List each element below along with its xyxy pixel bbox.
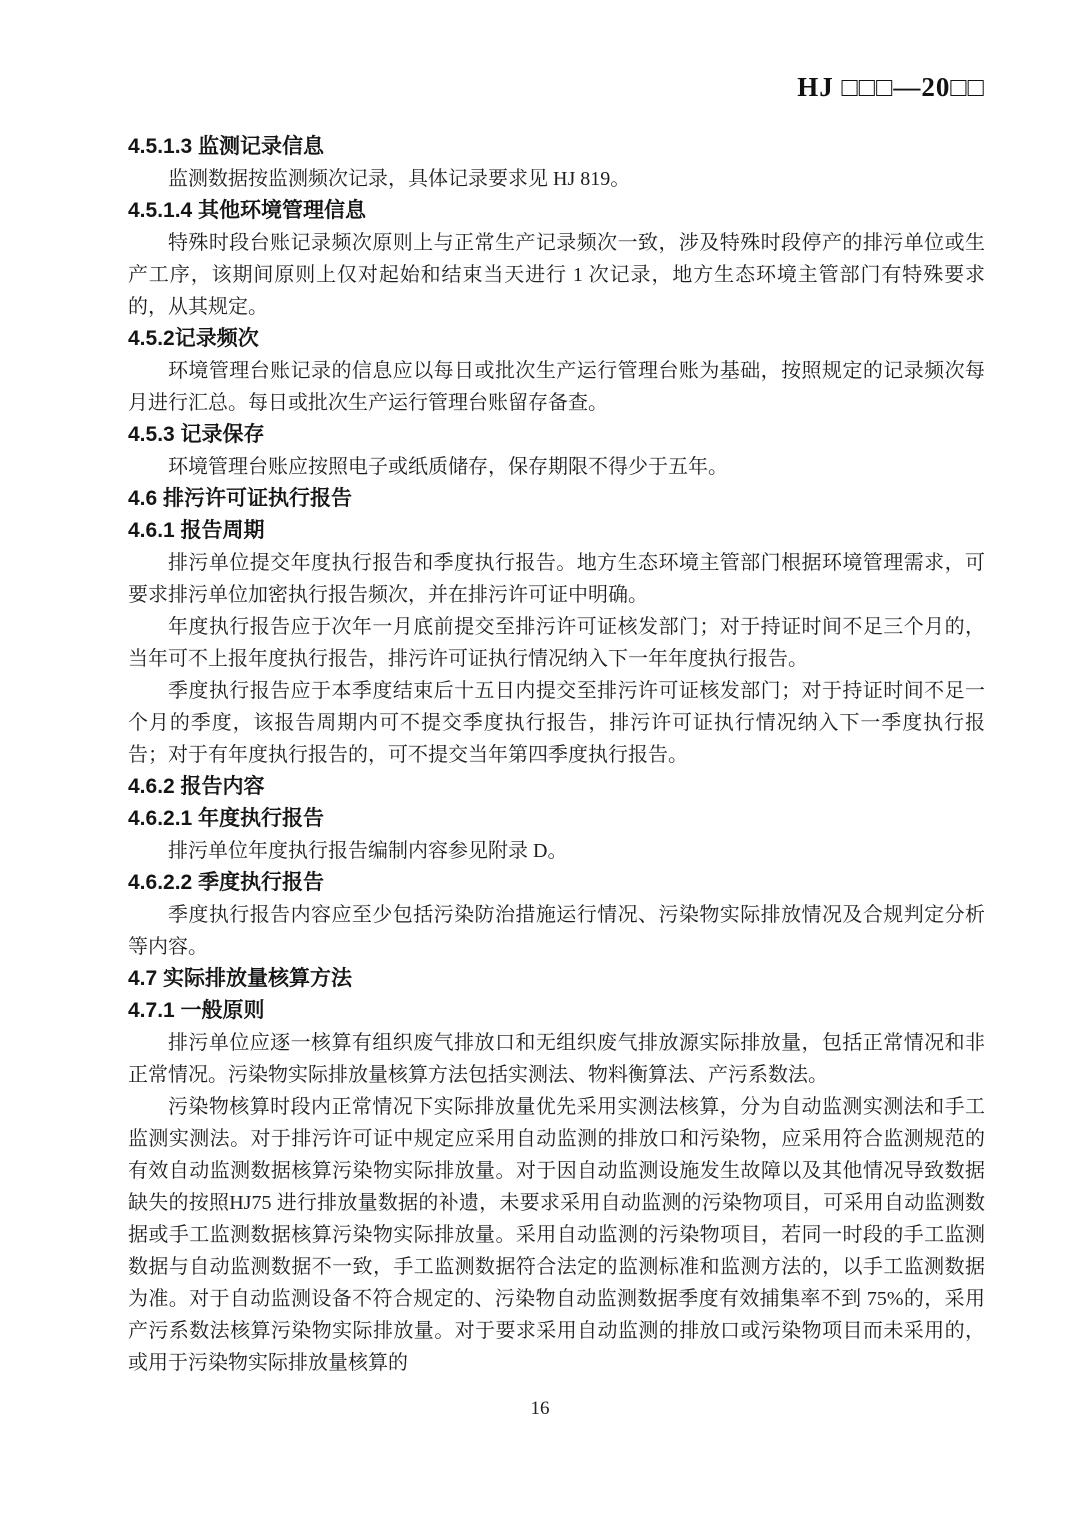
heading-47: 4.7 实际排放量核算方法 <box>128 967 353 990</box>
heading-4514: 4.5.1.4 其他环境管理信息 <box>128 199 367 222</box>
paragraph: 监测数据按监测频次记录，具体记录要求见 HJ 819。 <box>168 168 631 190</box>
heading-452: 4.5.2记录频次 <box>128 327 259 350</box>
paragraph: 污染物核算时段内正常情况下实际排放量优先采用实测法核算，分为自动监测实测法和手工监测实测法。对于排污许可证中规定应采用自动监测的排放口和污染物，应采用符合监测规范的有效自动监测数据核算污染物实际排放量。对于因自动监测设施发生故障以及其他情况导致数据缺失的按照HJ75 进行排放量数据的补遗，未要求采用自动监测的污染物项目，可采用自动监测数据或手工监测数据核算污染物实际排放量。采用自动监测的污染物项目，若同一时段的手工监测数据与自动监测数据不一致，手工监测数据符合法定的监测标准和监测方法的，以手工监测数据为准。对于自动监测设备不符合规定的、污染物自动监测数据季度有效捕集率不到 75%的，采用产污系数法核算污染物实际排放量。对于要求采用自动监测的排放口或污染物项目而未采用的，或用于污染物实际排放量核算的 <box>128 1096 985 1374</box>
heading-46: 4.6 排污许可证执行报告 <box>128 487 353 510</box>
heading-453: 4.5.3 记录保存 <box>128 423 265 446</box>
paragraph: 环境管理台账应按照电子或纸质储存，保存期限不得少于五年。 <box>168 456 728 478</box>
standard-number-header: HJ □□□—20□□ <box>797 72 985 102</box>
heading-4621: 4.6.2.1 年度执行报告 <box>128 807 325 830</box>
paragraph: 排污单位年度执行报告编制内容参见附录 D。 <box>168 840 568 862</box>
paragraph: 季度执行报告内容应至少包括污染防治措施运行情况、污染物实际排放情况及合规判定分析等内容。 <box>128 904 985 958</box>
paragraph: 特殊时段台账记录频次原则上与正常生产记录频次一致，涉及特殊时段停产的排污单位或生产工序，该期间原则上仅对起始和结束当天进行 1 次记录，地方生态环境主管部门有特殊要求的，从其规定。 <box>128 232 985 318</box>
heading-462: 4.6.2 报告内容 <box>128 775 265 798</box>
paragraph: 年度执行报告应于次年一月底前提交至排污许可证核发部门；对于持证时间不足三个月的，当年可不上报年度执行报告，排污许可证执行情况纳入下一年年度执行报告。 <box>128 616 985 670</box>
paragraph: 排污单位提交年度执行报告和季度执行报告。地方生态环境主管部门根据环境管理需求，可要求排污单位加密执行报告频次，并在排污许可证中明确。 <box>128 552 985 606</box>
paragraph: 环境管理台账记录的信息应以每日或批次生产运行管理台账为基础，按照规定的记录频次每月进行汇总。每日或批次生产运行管理台账留存备查。 <box>128 360 985 414</box>
paragraph: 排污单位应逐一核算有组织废气排放口和无组织废气排放源实际排放量，包括正常情况和非正常情况。污染物实际排放量核算方法包括实测法、物料衡算法、产污系数法。 <box>128 1032 985 1086</box>
document-body <box>128 131 985 1379</box>
heading-4622: 4.6.2.2 季度执行报告 <box>128 871 325 894</box>
heading-471: 4.7.1 一般原则 <box>128 999 265 1022</box>
heading-4513: 4.5.1.3 监测记录信息 <box>128 135 325 158</box>
paragraph: 季度执行报告应于本季度结束后十五日内提交至排污许可证核发部门；对于持证时间不足一个月的季度，该报告周期内可不提交季度执行报告，排污许可证执行情况纳入下一季度执行报告；对于有年度执行报告的，可不提交当年第四季度执行报告。 <box>128 680 985 766</box>
page-number: 16 <box>530 1398 550 1419</box>
heading-461: 4.6.1 报告周期 <box>128 519 265 542</box>
